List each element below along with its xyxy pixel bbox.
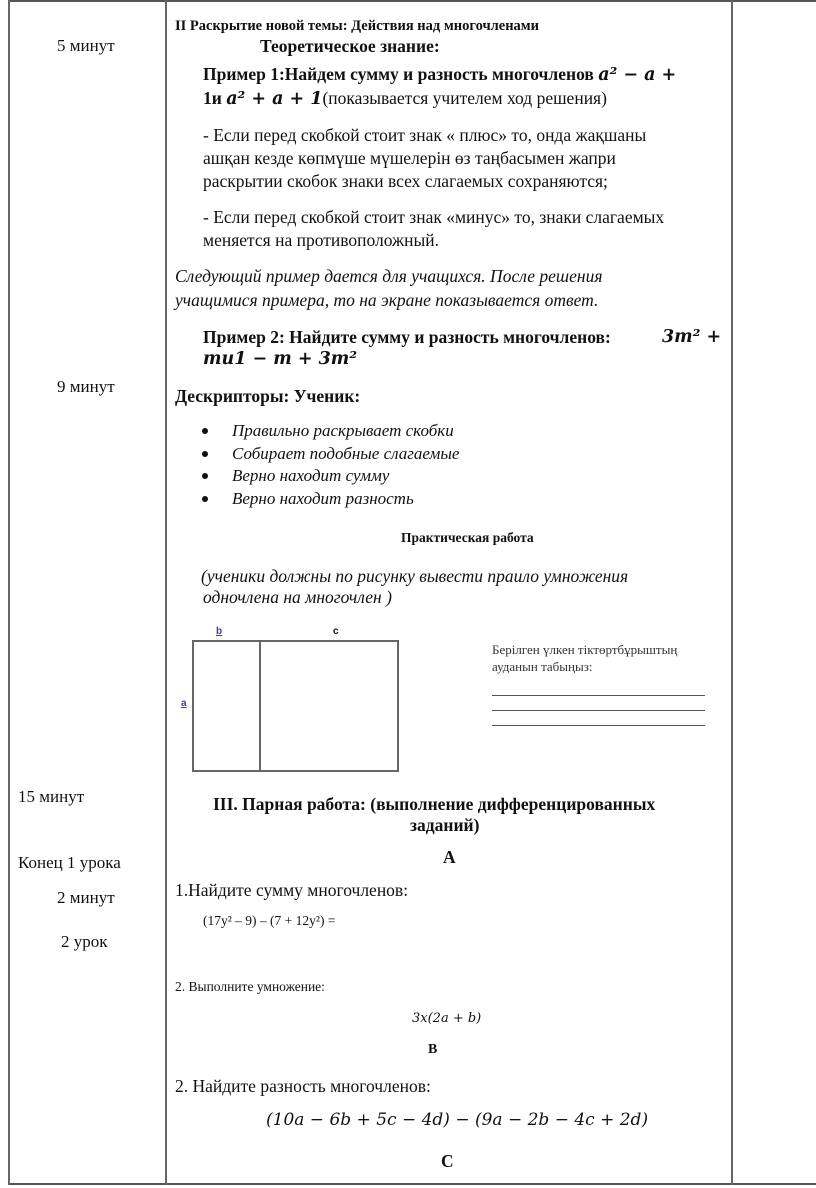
descriptor-item [200, 443, 459, 466]
example-1-text: Пример 1:Найдем сумму и разность многочленов [203, 64, 599, 84]
descriptor-text: Собирает подобные слагаемые [232, 443, 460, 463]
theory-title: Теоретическое знание: [260, 36, 440, 56]
time-label-9-min: 9 минут [57, 377, 115, 396]
table-col-divider-1 [165, 0, 167, 1185]
time-label-15-min: 15 минут [18, 787, 85, 806]
level-c-label: С [441, 1151, 454, 1171]
figure-label-b: b [216, 626, 223, 637]
figure-label-c: c [333, 626, 339, 637]
time-label-lesson-2: 2 урок [61, 932, 108, 951]
example-2-poly-2: mи1 − m + 3m² [203, 349, 357, 369]
example-2-poly-1: 3m² + [662, 327, 722, 347]
descriptor-text: Верно находит разность [232, 488, 414, 508]
task-1-text: 1.Найдите сумму многочленов: [175, 880, 409, 900]
example-1-poly-2: a² + a + 1 [226, 89, 323, 109]
example-2-text: Пример 2: Найдите сумму и разность многочленов: [203, 327, 611, 347]
answer-line-2[interactable] [492, 710, 705, 711]
descriptor-item [200, 420, 459, 443]
level-b-label: В [428, 1042, 438, 1057]
task-3-expression: (10a − 6b + 5c − 4d) − (9a − 2b − 4c + 2d) [266, 1110, 649, 1130]
figure-task-line-1: Берілген үлкен тіктөртбұрыштың [492, 642, 678, 657]
figure-task-line-2: ауданын табыңыз: [492, 659, 593, 674]
table-top-border [8, 0, 816, 2]
bullet-icon [202, 451, 208, 457]
section-2-heading: II Раскрытие новой темы: Действия над многочленами [175, 18, 540, 34]
descriptor-item [200, 465, 459, 488]
descriptors-title: Дескрипторы: Ученик: [175, 386, 361, 406]
answer-line-1[interactable] [492, 695, 705, 696]
table-bottom-border [8, 1183, 816, 1185]
example-1-poly-1: a² − a + [598, 65, 677, 85]
bullet-icon [202, 496, 208, 502]
figure-label-a: a [181, 698, 187, 709]
bullet-icon [202, 428, 208, 434]
rule-plus-line-3: раскрытии скобок знаки всех слагаемых сохраняются; [203, 171, 608, 191]
practical-note-line-2: одночлена на многочлен ) [203, 587, 392, 607]
descriptors-list [200, 420, 459, 510]
time-label-5-min: 5 минут [57, 36, 115, 55]
example-1-line-2 [203, 86, 607, 111]
bullet-icon [202, 473, 208, 479]
task-3-text: 2. Найдите разность многочленов: [175, 1076, 431, 1096]
task-1-expression: (17y² – 9) – (7 + 12y²) = [203, 913, 336, 928]
descriptor-text: Верно находит сумму [232, 466, 390, 485]
table-col-divider-2 [731, 0, 733, 1185]
section-3-heading-line-1: III. Парная работа: (выполнение дифференцированных [213, 794, 656, 814]
rectangle-divider [259, 640, 261, 770]
note-italic-line-1: Следующий пример дается для учащихся. После решения [175, 266, 603, 286]
descriptor-text: Правильно раскрывает скобки [232, 421, 454, 440]
level-a-label: А [443, 847, 456, 867]
rule-minus-line-2: меняется на противоположный. [203, 230, 440, 250]
task-2-text: 2. Выполните умножение: [175, 979, 325, 994]
example-1-note: (показывается учителем ход решения) [322, 88, 607, 108]
rule-plus-line-1: - Если перед скобкой стоит знак « плюс» то, онда жақшаны [203, 125, 647, 145]
note-italic-line-2: учащимися примера, то на экране показывается ответ. [175, 290, 599, 310]
rule-minus-line-1: - Если перед скобкой стоит знак «минус» то, знаки слагаемых [203, 207, 665, 227]
example-1-conj: 1и [203, 88, 227, 108]
time-label-end-lesson-1: Конец 1 урока [18, 853, 121, 872]
answer-line-3[interactable] [492, 725, 705, 726]
rule-plus-line-2: ашқан кезде көпмүше мүшелерін өз таңбасымен жапри [203, 148, 616, 168]
descriptor-item [200, 488, 459, 511]
time-label-2-min: 2 минут [57, 888, 115, 907]
rectangle-figure [192, 640, 399, 772]
example-1-line-1 [203, 62, 676, 87]
task-2-expression: 3x(2a + b) [412, 1011, 482, 1026]
section-3-heading-line-2: заданий) [410, 815, 480, 835]
table-left-border [8, 0, 10, 1185]
example-2-line-1 [203, 325, 611, 349]
practical-work-title: Практическая работа [401, 530, 534, 545]
practical-note-line-1: (ученики должны по рисунку вывести праило умножения [201, 566, 629, 586]
